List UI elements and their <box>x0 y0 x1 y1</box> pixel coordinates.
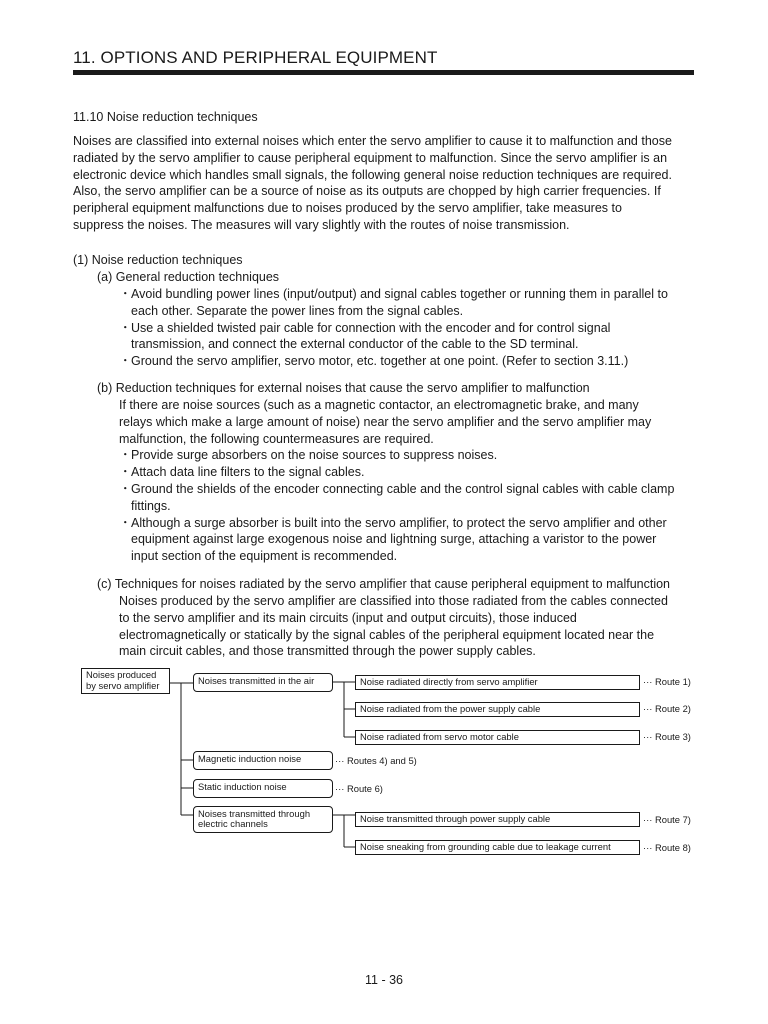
text-line: Ground the shields of the encoder connecting cable and the control signal cables with cable clamp <box>131 481 675 496</box>
bullet-mark: ・ <box>119 481 132 496</box>
route-8-node <box>355 840 640 855</box>
text-line: transmission, and connect the external conductor of the cable to the SD terminal. <box>131 337 579 352</box>
item-b-body <box>119 397 674 565</box>
item-c-body <box>119 593 668 660</box>
text-line: If there are noise sources (such as a magnetic contactor, an electromagnetic brake, and many <box>119 398 639 412</box>
route-8-label: ··· Route 8) <box>643 842 691 853</box>
air-noise-node <box>193 673 333 692</box>
text-line: radiated by the servo amplifier to cause peripheral equipment to malfunction. Since the servo amplifier is an <box>73 150 668 165</box>
bullet-mark: ・ <box>119 287 132 301</box>
node-label: electric channels <box>198 818 268 829</box>
route-7-node <box>355 812 640 827</box>
text-line: peripheral equipment malfunctions due to noises produced by the servo amplifier, take measures to <box>73 201 622 216</box>
item-c-heading: (c) Techniques for noises radiated by the servo amplifier that cause peripheral equipment to malfunction <box>97 577 670 591</box>
bullet-mark: ・ <box>119 515 132 530</box>
node-label: Noise radiated directly from servo amplifier <box>360 676 538 687</box>
text-line: fittings. <box>131 498 171 513</box>
item-a-bullets <box>119 286 668 370</box>
bullet-item <box>119 353 668 370</box>
section-heading: 11.10 Noise reduction techniques <box>73 110 258 124</box>
route-2-node <box>355 702 640 717</box>
text-line: suppress the noises. The measures will vary slightly with the routes of noise transmission. <box>73 217 570 232</box>
route-3-label: ··· Route 3) <box>643 731 691 742</box>
channel-noise-node <box>193 806 333 833</box>
text-line: each other. Separate the power lines from the signal cables. <box>131 303 464 318</box>
route-4-5-label: ··· Routes 4) and 5) <box>335 755 417 766</box>
bullet-item <box>119 320 668 354</box>
bullet-mark: ・ <box>119 465 132 480</box>
route-3-node <box>355 730 640 745</box>
chapter-title: 11. OPTIONS AND PERIPHERAL EQUIPMENT <box>73 48 438 67</box>
text-line: Ground the servo amplifier, servo motor, etc. together at one point. (Refer to section 3.11.) <box>131 354 629 369</box>
node-label: Noise radiated from servo motor cable <box>360 731 519 742</box>
route-1-label: ··· Route 1) <box>643 676 691 687</box>
item-1-heading: (1) Noise reduction techniques <box>73 253 243 267</box>
node-label: Magnetic induction noise <box>198 753 302 764</box>
node-label: Noises transmitted through <box>198 808 311 819</box>
text-line: to the servo amplifier and its main circuits (input and output circuits), those induced <box>119 610 577 625</box>
text-line: Use a shielded twisted pair cable for connection with the encoder and for control signal <box>131 320 611 335</box>
node-label: Static induction noise <box>198 781 287 792</box>
text-line: Provide surge absorbers on the noise sources to suppress noises. <box>131 448 498 463</box>
bullet-item <box>119 515 674 565</box>
text-line: main circuit cables, and those transmitted through the power supply cables. <box>119 644 536 659</box>
magnetic-noise-node <box>193 751 333 770</box>
text-line: equipment against large exogenous noise and lightning surge, attaching a varistor to the power <box>131 532 657 547</box>
bullet-item <box>119 447 674 464</box>
text-line: electromagnetically or statically by the signal cables of the peripheral equipment located near the <box>119 627 655 642</box>
node-label: Noise transmitted through power supply cable <box>360 813 551 824</box>
bullet-item <box>119 464 674 481</box>
root-node-line: by servo amplifier <box>86 679 160 691</box>
node-label: Noise sneaking from grounding cable due to leakage current <box>360 841 611 852</box>
text-line: electronic device which handles small signals, the following general noise reduction techniques are required. <box>73 167 672 182</box>
page-number: 11 - 36 <box>365 973 403 987</box>
bullet-mark: ・ <box>119 448 132 463</box>
text-line: input section of the equipment is recommended. <box>131 549 398 564</box>
header-rule <box>73 70 694 75</box>
item-a-heading: (a) General reduction techniques <box>97 270 280 284</box>
route-2-label: ··· Route 2) <box>643 703 691 714</box>
text-line: Avoid bundling power lines (input/output) and signal cables together or running them in parallel to <box>131 287 668 301</box>
bullet-item <box>119 286 668 320</box>
node-label: Noise radiated from the power supply cable <box>360 703 541 714</box>
bullet-item <box>119 481 674 515</box>
route-6-label: ··· Route 6) <box>335 783 383 794</box>
text-line: relays which make a large amount of noise) near the servo amplifier and the servo amplifier may <box>119 414 652 429</box>
route-7-label: ··· Route 7) <box>643 814 691 825</box>
text-line: Although a surge absorber is built into the servo amplifier, to protect the servo amplifier and other <box>131 515 667 530</box>
bullet-mark: ・ <box>119 320 132 335</box>
root-node-box <box>81 668 170 694</box>
bullet-mark: ・ <box>119 354 132 369</box>
item-b-heading: (b) Reduction techniques for external noises that cause the servo amplifier to malfunction <box>97 381 590 395</box>
text-line: Also, the servo amplifier can be a source of noise as its outputs are chopped by high carrier frequencies. If <box>73 184 661 199</box>
text-line: Attach data line filters to the signal cables. <box>131 465 365 480</box>
node-label: Noises transmitted in the air <box>198 675 315 686</box>
route-1-node <box>355 675 640 690</box>
text-line: Noises are classified into external noises which enter the servo amplifier to cause it to malfunction and those <box>73 134 672 148</box>
text-line: Noises produced by the servo amplifier are classified into those radiated from the cables connected <box>119 594 668 608</box>
static-noise-node <box>193 779 333 798</box>
text-line: malfunction, the following countermeasures are required. <box>119 431 434 446</box>
root-node-line: Noises produced <box>86 669 157 680</box>
intro-paragraph <box>73 133 698 234</box>
